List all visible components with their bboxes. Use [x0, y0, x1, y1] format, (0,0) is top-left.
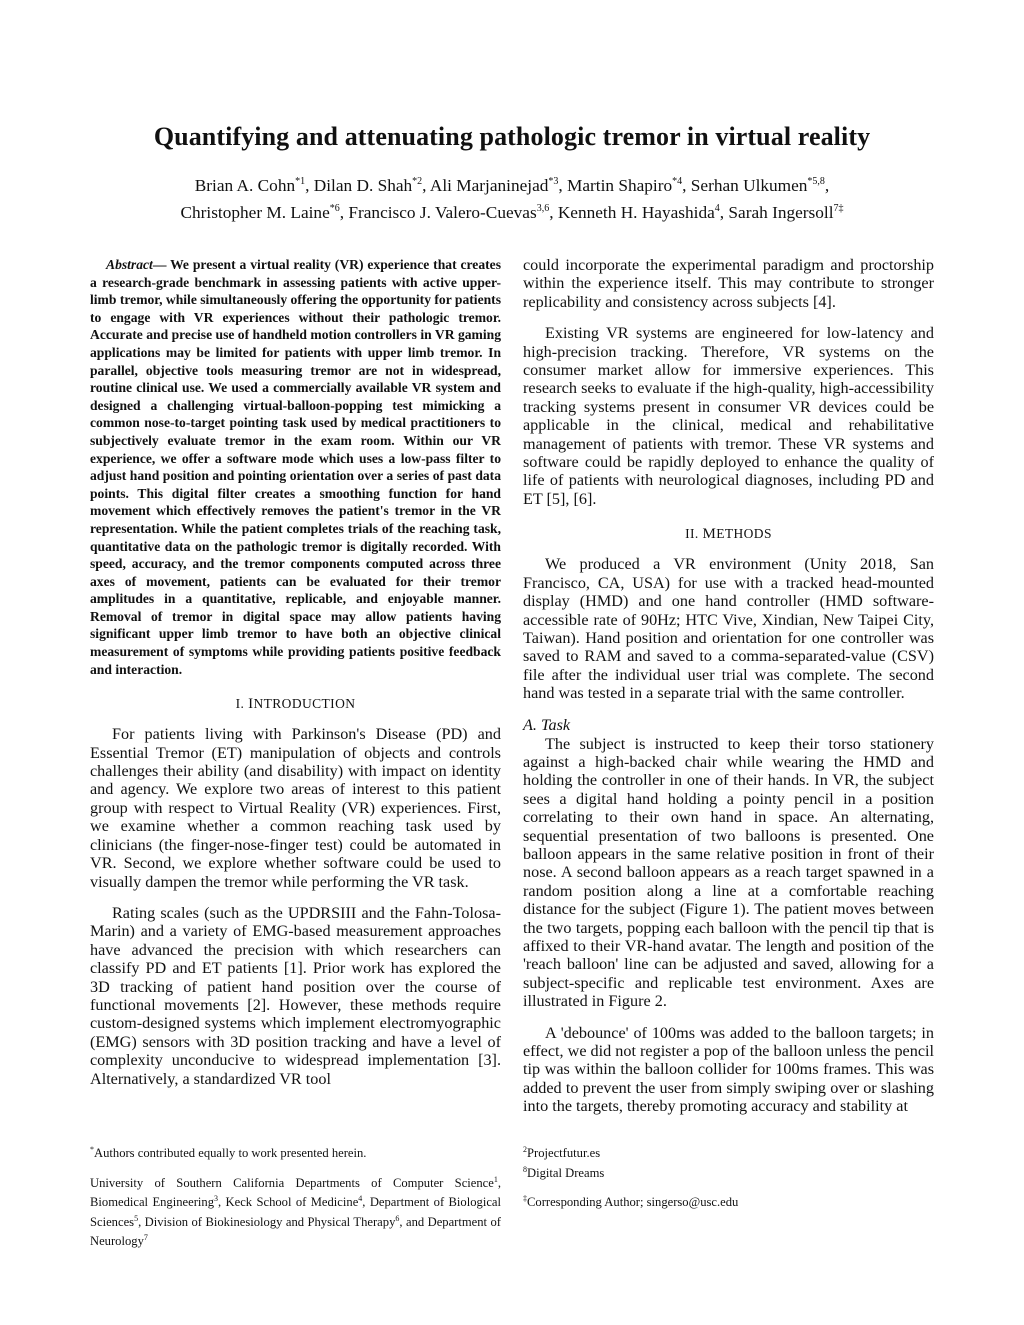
abstract — [90, 256, 501, 678]
footnote-digital-dreams: $^8$Digital Dreams — [523, 1164, 605, 1180]
author-name: Christopher M. Laine — [180, 202, 330, 222]
author-name: Kenneth H. Hayashida — [557, 202, 715, 222]
author-affiliation-marker: *4 — [672, 176, 683, 187]
section-heading-introduction: I. INTRODUCTION — [235, 696, 356, 713]
left-column — [90, 256, 501, 1101]
author-affiliation-marker: *2 — [412, 176, 423, 187]
continued-paragraph: could incorporate the experimental paradigm and proctorship within the experience itself. This may contribute to stronger replicability and consistency across subjects [4]. — [523, 256, 934, 311]
existing-vr-paragraph: Existing VR systems are engineered for low-latency and high-precision tracking. Therefore, VR systems on the consumer market allow for immersive experiences. This research seeks to evaluate if the high-quality, high-accessibility tracking systems present in consumer VR devices could be applicable in the clinical, medical and rehabilitative management of patients with tremor. These VR systems and software could be rapidly deployed to enhance the quality of life of patients with neurological diagnoses, including PD and ET [5], [6]. — [523, 324, 934, 508]
methods-paragraph: We produced a VR environment (Unity 2018, San Francisco, CA, USA) for use with a tracked head-mounted display (HMD) and one hand controller (HMD software-accessible rate of 90Hz; HTC Vive, Xindian, New Taipei City, Taiwan). Hand position and orientation for one controller was saved to RAM and saved to a comma-separated-value (CSV) file after the individual user trial was complete. The second hand was tested in a separate trial with the same controller. — [523, 555, 934, 703]
footnotes-right — [523, 1142, 934, 1211]
intro-paragraph-2: Rating scales (such as the UPDRSIII and the Fahn-Tolosa-Marin) and a variety of EMG-based measurement approaches have advanced the precision with which researchers can classify PD and ET patients [1]. Prior work has explored the 3D tracking of patient hand position over the course of functional movements [2]. However, these methods require custom-designed systems which implement electromyographic (EMG) sensors with 3D position tracking and have a level of complexity unconducive to widespread implementation [3]. Alternatively, a standardized VR tool — [90, 903, 501, 1088]
debounce-paragraph: A 'debounce' of 100ms was added to the balloon targets; in effect, we did not register a pop of the balloon unless the pencil tip was within the balloon collider for 100ms frames. This was added to prevent the user from simply swiping over or slashing into the targets, thereby promoting accuracy and stability at — [523, 1023, 935, 1116]
footnote-corresponding-author: ‡Corresponding Author; singerso@usc.edu — [523, 1194, 739, 1210]
author-affiliation-marker: *1 — [295, 176, 306, 187]
abstract-dash: — — [152, 257, 171, 272]
author-name: Martin Shapiro — [567, 175, 673, 195]
author-affiliation-marker: 7‡ — [833, 202, 844, 214]
author-name: Dilan D. Shah — [313, 175, 413, 195]
author-affiliation-marker: *6 — [329, 202, 340, 214]
right-column — [523, 256, 934, 1129]
author-affiliation-marker: *3 — [548, 176, 559, 187]
author-name: Serhan Ulkumen — [690, 175, 808, 195]
section-heading-methods: II. METHODS — [685, 526, 772, 543]
subsection-heading-task: A. Task — [523, 715, 571, 734]
author-list: Brian A. Cohn$^{*1}$, Dilan D. Shah$^{*2}$, Ali Marjaninejad$^{*3}$, Martin Shapiro$^{*4}$, Serhan Ulkumen$^{*5,8}$, Christopher M. Laine$^{*6}$, Francisco J. Valero-Cuevas$^{3,6}$, Kenneth H. Hayashida$^4$, Sarah Ingersoll$^{7\ddagger}$ — [180, 175, 844, 222]
intro-paragraph-1: For patients living with Parkinson's Disease (PD) and Essential Tremor (ET) manipulation of objects and controls challenges their ability (and disability) with impact on identity and agency. We explore two areas of interest to this patient group with respect to Virtual Reality (VR) experiences. First, we examine whether a common reaching task used by clinicians (the finger-nose-finger test) could be automated in VR. Second, we explore whether software could be used to visually dampen the tremor while performing the VR task. — [90, 725, 501, 891]
task-paragraph: The subject is instructed to keep their torso stationery against a high-backed chair while wearing the HMD and holding the controller in one of their hands. In VR, the subject sees a digital hand holding a pointy pencil in a position correlating to their own hand in space. An alternating, sequential presentation of two balloons is presented. One balloon appears in the same relative position in front of their nose. A second balloon appears as a reach target spawned in a random position along a line at a comfortable reaching distance for the subject (Figure 1). The patient moves between the two targets, popping each balloon with the pencil tip that is affixed to their VR-hand avatar. The length and position of the 'reach balloon' line can be adjusted and saved, allowing for a subject-specific and replicable test environment. Axes are illustrated in Figure 2. — [523, 734, 934, 1011]
footnote-equal-contribution: *Authors contributed equally to work presented herein. — [90, 1145, 367, 1161]
author-affiliation-marker: 4 — [714, 202, 720, 214]
footnote-projectfutures: $^2$Projectfutur.es — [523, 1145, 601, 1161]
author-name: Ali Marjaninejad — [429, 175, 549, 195]
paper-title: Quantifying and attenuating pathologic tremor in virtual reality — [153, 122, 871, 151]
footnote-affiliations: University of Southern California Departments of Computer Science$^1$, Biomedical Engineering$^3$, Keck School of Medicine$^4$, Department of Biological Sciences$^5$, Division of Biokinesiology and Physical Therapy$^6$, and Department of Neurology$^7$ — [90, 1174, 502, 1249]
author-name: Francisco J. Valero-Cuevas — [348, 202, 537, 222]
abstract-label: Abstract — [106, 257, 153, 272]
author-name: Sarah Ingersoll — [728, 202, 834, 222]
footnotes-left — [90, 1142, 501, 1260]
author-affiliation-marker: 3,6 — [536, 202, 550, 214]
abstract-text: We present a virtual reality (VR) experience that creates a research-grade benchmark in assessing patients with active upper-limb tremor, while simultaneously offering the opportunity for patients to engage with VR experiences without their pathologic tremor. Accurate and precise use of handheld motion controllers in VR gaming applications may be limited for patients with upper limb tremor. In parallel, objective tools measuring tremor are not in widespread, routine clinical use. We used a commercially available VR system and designed a challenging virtual-balloon-popping test mimicking a common nose-to-target pointing task used by medical practitioners to subjectively evaluate tremor in the exam room. Within our VR experience, we offer a software mode which uses a low-pass filter to adjust hand position and pointing orientation over a series of past data points. This digital filter creates a smoothing function for hand movement which effectively removes the patient's tremor in the VR representation. While the patient completes trials of the reaching task, quantitative data on the pathologic tremor is digitally recorded. With speed, accuracy, and the tremor components computed across three axes of movement, patients can be evaluated for their tremor amplitudes in a quantitative, replicable, and enjoyable manner. Removal of tremor in digital space may allow patients having significant upper limb tremor to have both an objective clinical measurement of symptoms while providing patients positive feedback and interaction. — [90, 257, 501, 677]
author-affiliation-marker: *5,8 — [807, 176, 825, 187]
author-name: Brian A. Cohn — [194, 175, 296, 195]
